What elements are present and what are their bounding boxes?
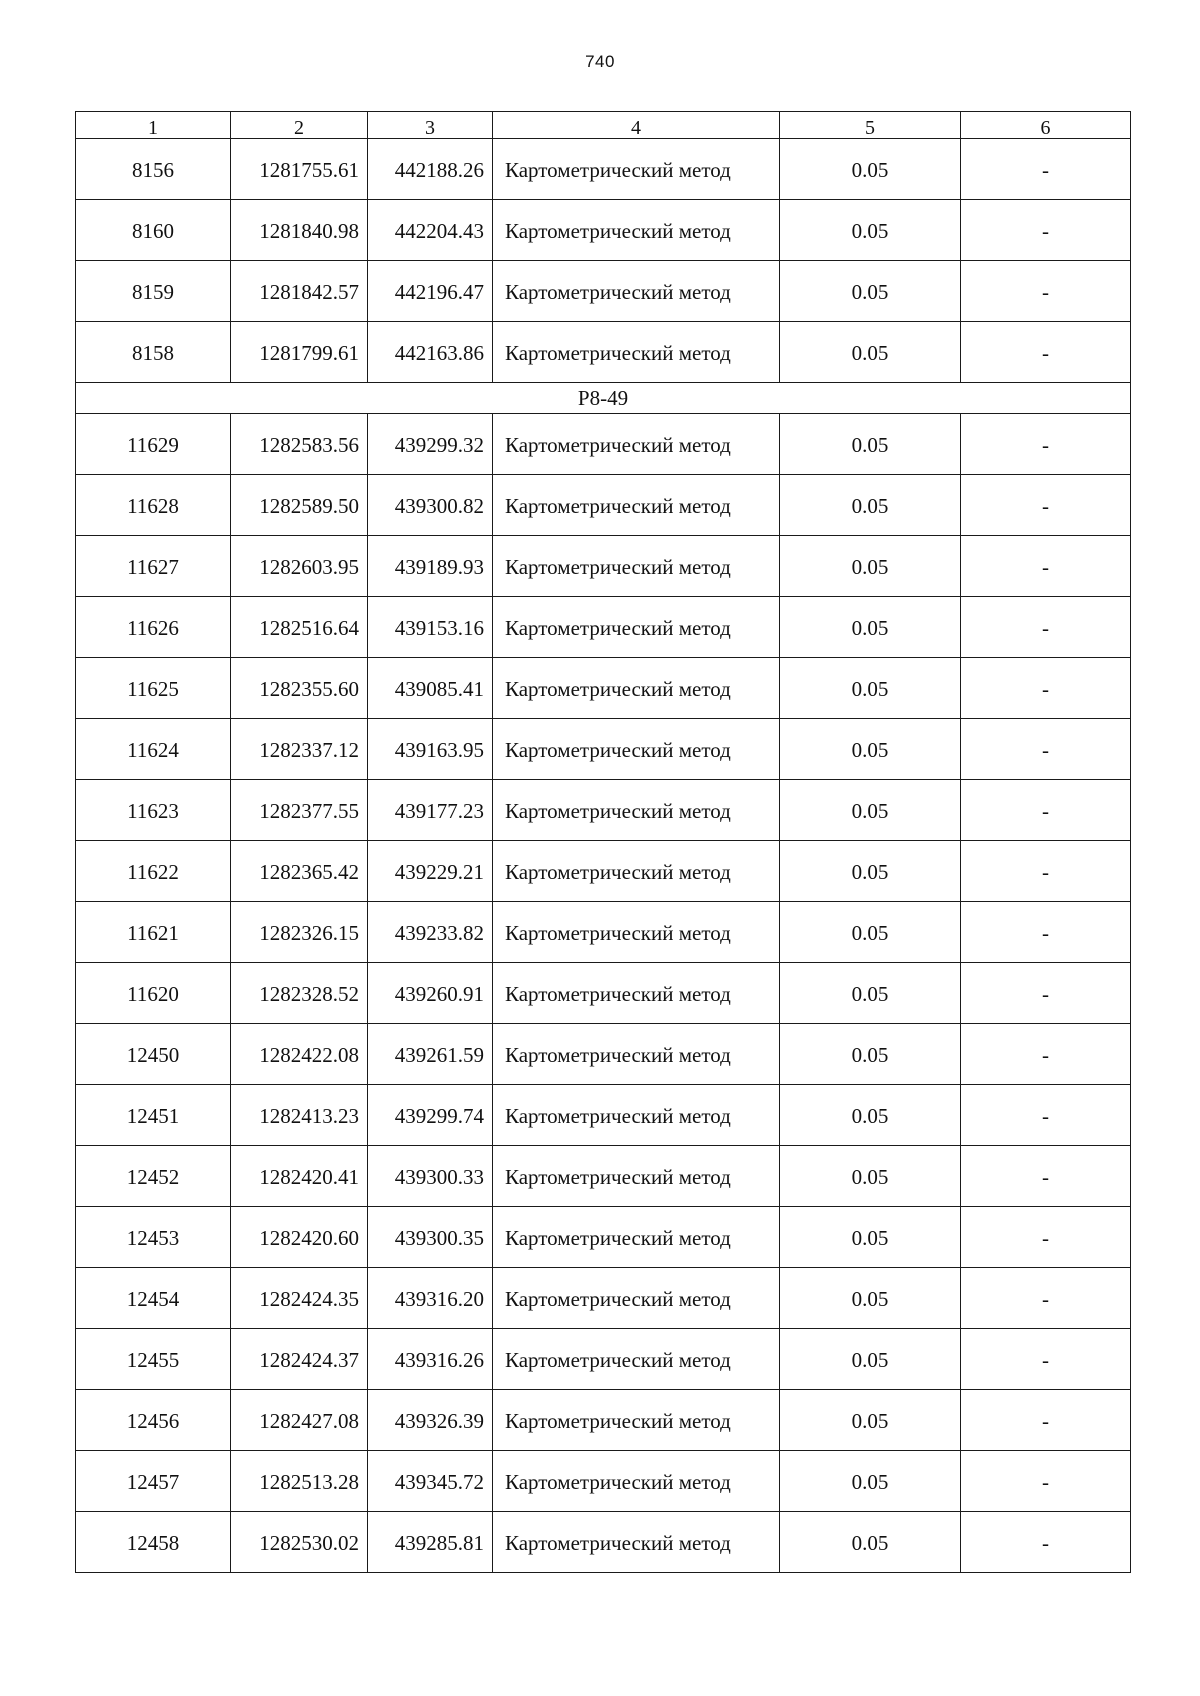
y-coordinate-cell: 439316.26	[368, 1329, 493, 1390]
method-cell: Картометрический метод	[493, 1512, 780, 1573]
x-coordinate-cell: 1281842.57	[231, 261, 368, 322]
accuracy-cell: 0.05	[780, 1329, 961, 1390]
method-cell: Картометрический метод	[493, 139, 780, 200]
x-coordinate-cell: 1282420.41	[231, 1146, 368, 1207]
method-cell: Картометрический метод	[493, 780, 780, 841]
method-cell: Картометрический метод	[493, 1207, 780, 1268]
accuracy-cell: 0.05	[780, 780, 961, 841]
accuracy-cell: 0.05	[780, 414, 961, 475]
table-row	[76, 658, 1131, 719]
method-cell: Картометрический метод	[493, 902, 780, 963]
x-coordinate-cell: 1282424.35	[231, 1268, 368, 1329]
note-cell: -	[961, 841, 1131, 902]
y-coordinate-cell: 439316.20	[368, 1268, 493, 1329]
note-cell: -	[961, 780, 1131, 841]
note-cell: -	[961, 414, 1131, 475]
table-row	[76, 841, 1131, 902]
table-row	[76, 1390, 1131, 1451]
accuracy-cell: 0.05	[780, 261, 961, 322]
y-coordinate-cell: 439153.16	[368, 597, 493, 658]
section-label: Р8-49	[76, 383, 1131, 414]
y-coordinate-cell: 439229.21	[368, 841, 493, 902]
note-cell: -	[961, 902, 1131, 963]
x-coordinate-cell: 1282355.60	[231, 658, 368, 719]
y-coordinate-cell: 439261.59	[368, 1024, 493, 1085]
y-coordinate-cell: 439345.72	[368, 1451, 493, 1512]
x-coordinate-cell: 1282413.23	[231, 1085, 368, 1146]
method-cell: Картометрический метод	[493, 1146, 780, 1207]
table-row	[76, 1329, 1131, 1390]
x-coordinate-cell: 1281755.61	[231, 139, 368, 200]
table-header	[76, 112, 1131, 139]
x-coordinate-cell: 1282513.28	[231, 1451, 368, 1512]
x-coordinate-cell: 1282328.52	[231, 963, 368, 1024]
y-coordinate-cell: 439326.39	[368, 1390, 493, 1451]
table-row	[76, 322, 1131, 383]
x-coordinate-cell: 1282326.15	[231, 902, 368, 963]
header-row	[76, 112, 1131, 139]
table-row	[76, 1146, 1131, 1207]
table-row	[76, 780, 1131, 841]
point-number-cell: 12450	[76, 1024, 231, 1085]
note-cell: -	[961, 1207, 1131, 1268]
accuracy-cell: 0.05	[780, 536, 961, 597]
point-number-cell: 11625	[76, 658, 231, 719]
y-coordinate-cell: 439285.81	[368, 1512, 493, 1573]
note-cell: -	[961, 658, 1131, 719]
point-number-cell: 8159	[76, 261, 231, 322]
method-cell: Картометрический метод	[493, 841, 780, 902]
x-coordinate-cell: 1282589.50	[231, 475, 368, 536]
point-number-cell: 12451	[76, 1085, 231, 1146]
accuracy-cell: 0.05	[780, 1085, 961, 1146]
x-coordinate-cell: 1282603.95	[231, 536, 368, 597]
method-cell: Картометрический метод	[493, 1085, 780, 1146]
accuracy-cell: 0.05	[780, 1268, 961, 1329]
x-coordinate-cell: 1282530.02	[231, 1512, 368, 1573]
y-coordinate-cell: 439300.33	[368, 1146, 493, 1207]
x-coordinate-cell: 1282424.37	[231, 1329, 368, 1390]
table-row	[76, 536, 1131, 597]
method-cell: Картометрический метод	[493, 322, 780, 383]
y-coordinate-cell: 439085.41	[368, 658, 493, 719]
note-cell: -	[961, 475, 1131, 536]
point-number-cell: 12457	[76, 1451, 231, 1512]
table-row	[76, 414, 1131, 475]
method-cell: Картометрический метод	[493, 1024, 780, 1085]
accuracy-cell: 0.05	[780, 1390, 961, 1451]
method-cell: Картометрический метод	[493, 1329, 780, 1390]
point-number-cell: 11629	[76, 414, 231, 475]
y-coordinate-cell: 442204.43	[368, 200, 493, 261]
point-number-cell: 12455	[76, 1329, 231, 1390]
y-coordinate-cell: 439233.82	[368, 902, 493, 963]
note-cell: -	[961, 1512, 1131, 1573]
point-number-cell: 11623	[76, 780, 231, 841]
point-number-cell: 11620	[76, 963, 231, 1024]
table-row	[76, 1268, 1131, 1329]
point-number-cell: 8156	[76, 139, 231, 200]
accuracy-cell: 0.05	[780, 719, 961, 780]
accuracy-cell: 0.05	[780, 1207, 961, 1268]
point-number-cell: 12452	[76, 1146, 231, 1207]
page-number: 740	[585, 52, 615, 71]
coordinates-table	[75, 111, 1131, 1573]
note-cell: -	[961, 597, 1131, 658]
accuracy-cell: 0.05	[780, 475, 961, 536]
point-number-cell: 12456	[76, 1390, 231, 1451]
method-cell: Картометрический метод	[493, 658, 780, 719]
point-number-cell: 8158	[76, 322, 231, 383]
accuracy-cell: 0.05	[780, 658, 961, 719]
accuracy-cell: 0.05	[780, 963, 961, 1024]
method-cell: Картометрический метод	[493, 1451, 780, 1512]
note-cell: -	[961, 1146, 1131, 1207]
note-cell: -	[961, 322, 1131, 383]
table-row	[76, 1451, 1131, 1512]
x-coordinate-cell: 1281840.98	[231, 200, 368, 261]
table-row	[76, 597, 1131, 658]
y-coordinate-cell: 439177.23	[368, 780, 493, 841]
note-cell: -	[961, 1085, 1131, 1146]
x-coordinate-cell: 1282420.60	[231, 1207, 368, 1268]
point-number-cell: 12454	[76, 1268, 231, 1329]
x-coordinate-cell: 1282337.12	[231, 719, 368, 780]
x-coordinate-cell: 1282377.55	[231, 780, 368, 841]
method-cell: Картометрический метод	[493, 200, 780, 261]
note-cell: -	[961, 536, 1131, 597]
y-coordinate-cell: 439300.82	[368, 475, 493, 536]
table-row	[76, 1024, 1131, 1085]
table-row	[76, 139, 1131, 200]
note-cell: -	[961, 1329, 1131, 1390]
method-cell: Картометрический метод	[493, 475, 780, 536]
note-cell: -	[961, 1451, 1131, 1512]
table-body	[76, 139, 1131, 1573]
table-row	[76, 200, 1131, 261]
y-coordinate-cell: 439189.93	[368, 536, 493, 597]
point-number-cell: 11627	[76, 536, 231, 597]
point-number-cell: 11628	[76, 475, 231, 536]
table-row	[76, 719, 1131, 780]
table-row	[76, 1207, 1131, 1268]
y-coordinate-cell: 442163.86	[368, 322, 493, 383]
x-coordinate-cell: 1282427.08	[231, 1390, 368, 1451]
point-number-cell: 12458	[76, 1512, 231, 1573]
note-cell: -	[961, 719, 1131, 780]
column-header-5: 5	[780, 112, 961, 139]
accuracy-cell: 0.05	[780, 1512, 961, 1573]
x-coordinate-cell: 1281799.61	[231, 322, 368, 383]
method-cell: Картометрический метод	[493, 719, 780, 780]
table-row	[76, 475, 1131, 536]
x-coordinate-cell: 1282583.56	[231, 414, 368, 475]
note-cell: -	[961, 1390, 1131, 1451]
table-row	[76, 261, 1131, 322]
accuracy-cell: 0.05	[780, 1024, 961, 1085]
point-number-cell: 11624	[76, 719, 231, 780]
point-number-cell: 12453	[76, 1207, 231, 1268]
accuracy-cell: 0.05	[780, 322, 961, 383]
y-coordinate-cell: 442196.47	[368, 261, 493, 322]
note-cell: -	[961, 139, 1131, 200]
y-coordinate-cell: 439163.95	[368, 719, 493, 780]
note-cell: -	[961, 261, 1131, 322]
accuracy-cell: 0.05	[780, 841, 961, 902]
column-header-3: 3	[368, 112, 493, 139]
accuracy-cell: 0.05	[780, 200, 961, 261]
table-row	[76, 902, 1131, 963]
point-number-cell: 11622	[76, 841, 231, 902]
y-coordinate-cell: 439299.74	[368, 1085, 493, 1146]
note-cell: -	[961, 1024, 1131, 1085]
method-cell: Картометрический метод	[493, 597, 780, 658]
y-coordinate-cell: 439299.32	[368, 414, 493, 475]
x-coordinate-cell: 1282365.42	[231, 841, 368, 902]
point-number-cell: 11626	[76, 597, 231, 658]
y-coordinate-cell: 439260.91	[368, 963, 493, 1024]
method-cell: Картометрический метод	[493, 963, 780, 1024]
table-row	[76, 963, 1131, 1024]
x-coordinate-cell: 1282422.08	[231, 1024, 368, 1085]
section-row	[76, 383, 1131, 414]
accuracy-cell: 0.05	[780, 902, 961, 963]
table-row	[76, 1085, 1131, 1146]
method-cell: Картометрический метод	[493, 536, 780, 597]
y-coordinate-cell: 439300.35	[368, 1207, 493, 1268]
method-cell: Картометрический метод	[493, 1268, 780, 1329]
note-cell: -	[961, 1268, 1131, 1329]
column-header-2: 2	[231, 112, 368, 139]
accuracy-cell: 0.05	[780, 1146, 961, 1207]
accuracy-cell: 0.05	[780, 1451, 961, 1512]
x-coordinate-cell: 1282516.64	[231, 597, 368, 658]
accuracy-cell: 0.05	[780, 139, 961, 200]
note-cell: -	[961, 963, 1131, 1024]
accuracy-cell: 0.05	[780, 597, 961, 658]
method-cell: Картометрический метод	[493, 261, 780, 322]
column-header-1: 1	[76, 112, 231, 139]
method-cell: Картометрический метод	[493, 1390, 780, 1451]
note-cell: -	[961, 200, 1131, 261]
point-number-cell: 8160	[76, 200, 231, 261]
method-cell: Картометрический метод	[493, 414, 780, 475]
y-coordinate-cell: 442188.26	[368, 139, 493, 200]
point-number-cell: 11621	[76, 902, 231, 963]
column-header-4: 4	[493, 112, 780, 139]
table-row	[76, 1512, 1131, 1573]
column-header-6: 6	[961, 112, 1131, 139]
